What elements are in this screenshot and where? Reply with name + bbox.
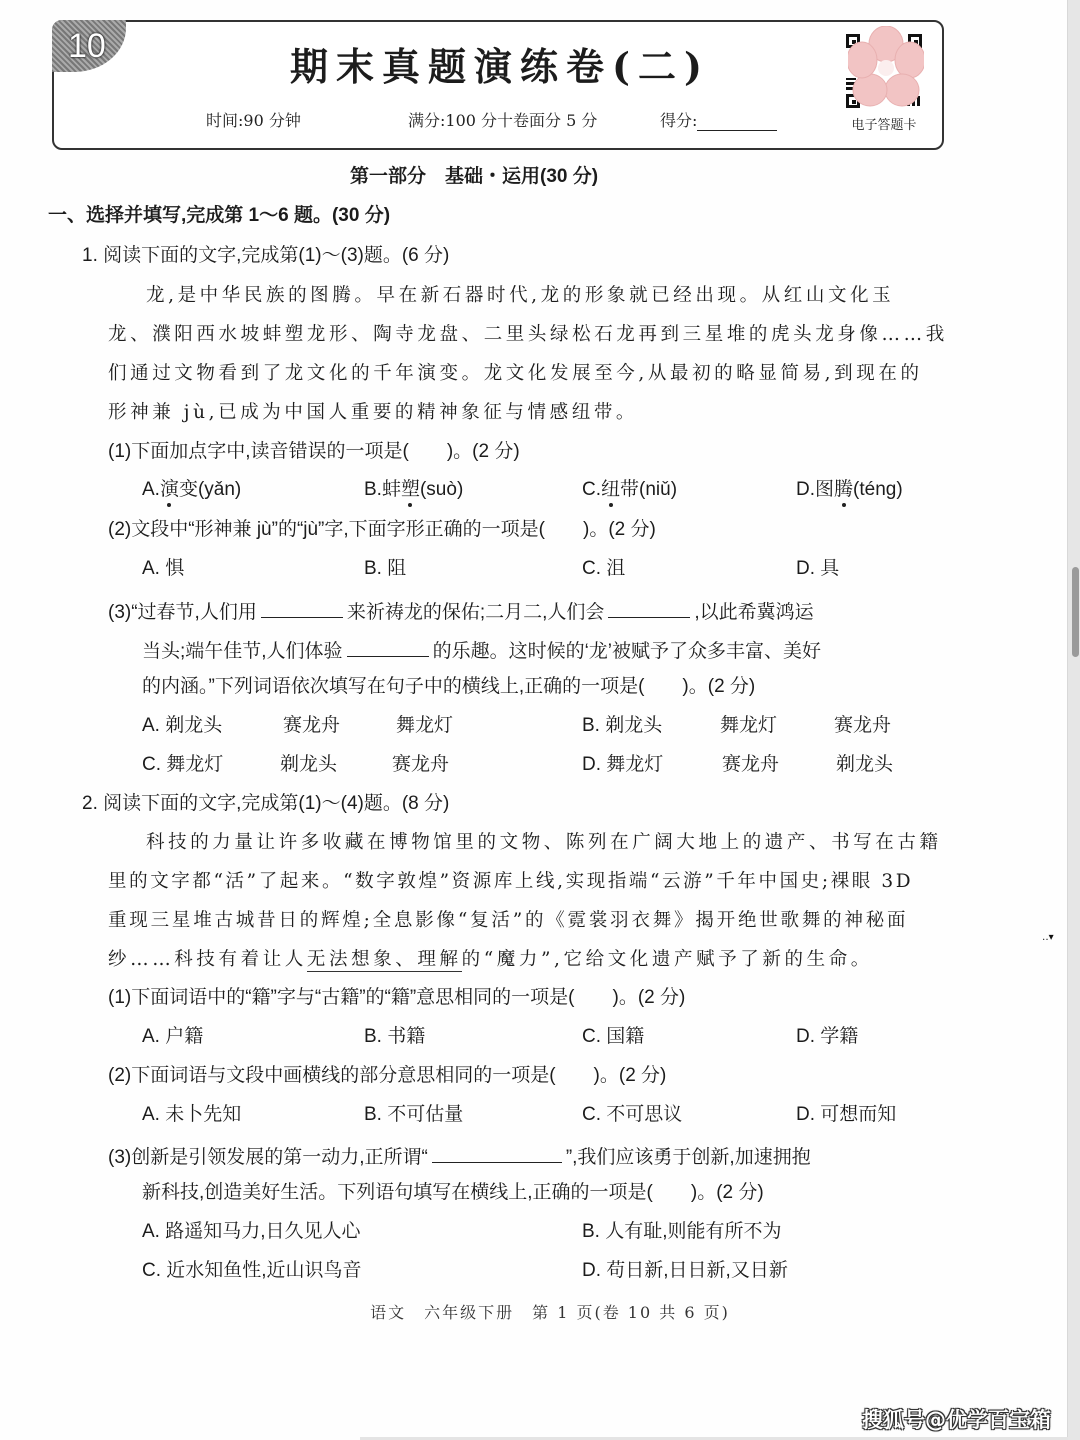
q1-sub2-option-a[interactable]: A. 惧 [142, 558, 185, 579]
q1-sub1-prompt: (1)下面加点字中,读音错误的一项是( )。(2 分) [108, 441, 520, 462]
section-heading: 一、选择并填写,完成第 1～6 题。(30 分) [48, 205, 391, 226]
q2-passage-line: 科技的力量让许多收藏在博物馆里的文物、陈列在广阔大地上的遗产、书写在古籍 [146, 832, 942, 853]
q1-sub3-line: 的内涵。”下列词语依次填写在句子中的横线上,正确的一项是( )。(2 分) [142, 676, 756, 697]
q2-sub3-option-a[interactable]: A. 路遥知马力,日久见人心 [142, 1221, 361, 1242]
exam-page: 10 期末真题演练卷(二) 时间:90 分钟 满分:100 分十卷面分 5 分 得分: 电子答题卡 第一部分 基础・运用(30 分) 一、选择并填写,完成第 1～6 题。(30 分) 1. 阅读下面的文字,完成第(1)～(3)题。(6 分) 龙,是中华民族的图腾。早在新石器时代,龙的形象就已经出现。从红山文化玉 龙、濮阳西水坡蚌塑龙形、陶寺龙盘、二里头绿松石龙再到三星堆的虎头龙身像……我 们通过文物看到了龙文化的千年演变。龙文化发展至今,从最初的略显简易,到现在的 形神兼 jù,已成为中国人重要的精神象征与情感纽带。 (1)下面加点字中,读音错误的一项是( )。(2 分) A.演变(yǎn) B.蚌塑(suò) C.纽带(niǔ) D.图腾(téng) (2)文段中“形神兼 jù”的“jù”字,下面字形正确的一项是( )。(2 分) A. 惧 B. 阻 C. 沮 D. 具 (3)“过春节,人们用 来祈祷龙的保佑;二月二,人们会 ,以此希冀鸿运 当头;端午佳节,人们体验 的乐趣。这时候的‘龙’被赋予了众多丰富、美好 的内涵。”下列词语依次填写在句子中的横线上,正确的一项是( )。(2 分) A. 剃龙头 赛龙舟 舞龙灯 B. 剃龙头 舞龙灯 赛龙舟 C. 舞龙灯 剃龙头 赛龙舟 D. 舞龙灯 赛龙舟 剃龙头 2. 阅读下面的文字,完成第(1)～(4)题。(8 分) 科技的力量让许多收藏在博物馆里的文物、陈列在广阔大地上的遗产、书写在古籍 里的文字都“活”了起来。“数字敦煌”资源库上线,实现指端“云游”千年中国史;裸眼 3D 重现三星堆古城昔日的辉煌;全息影像“复活”的《霓裳羽衣舞》揭开绝世歌舞的神秘面 纱……科技有着让人无法想象、理解的“魔力”,它给文化遗产赋予了新的生命。 (1)下面词语中的“籍”字与“古籍”的“籍”意思相同的一项是( )。(2 分) A. 户籍 B. 书籍 C. 国籍 D. 学籍 (2)下面词语与文段中画横线的部分意思相同的一项是( )。(2 分) A. 未卜先知 B. 不可估量 C. 不可思议 D. 可想而知 (3)创新是引领发展的第一动力,正所谓“ ”,我们应该勇于创新,加速拥抱 新科技,创造美好生活。下列语句填写在横线上,正确的一项是( )。(2 分) A. 路遥知马力,日久见人心 B. 人有耻,则能有所不为 C. 近水知鱼性,近山识鸟音 D. 苟日新,日日新,又日新 语文 六年级下册 第 1 页(卷 10 共 6 页) ‥▾ [0, 0, 1068, 1440]
q2-sub2-option-a[interactable]: A. 未卜先知 [142, 1104, 242, 1125]
q2-sub2-option-c[interactable]: C. 不可思议 [582, 1104, 683, 1125]
q1-sub1-option-d[interactable]: D.图腾(téng) [796, 479, 903, 500]
score-label: 得分: [660, 111, 698, 130]
flower-sticker-icon [848, 26, 924, 108]
q1-sub3-line: 当头;端午佳节,人们体验 的乐趣。这时候的‘龙’被赋予了众多丰富、美好 [142, 636, 821, 664]
paper-number-badge: 10 [52, 20, 126, 72]
part-heading: 第一部分 基础・运用(30 分) [350, 166, 599, 187]
q1-passage-line: 龙,是中华民族的图腾。早在新石器时代,龙的形象就已经出现。从红山文化玉 [146, 285, 895, 306]
q1-sub1-option-c[interactable]: C.纽带(niǔ) [582, 479, 678, 500]
q1-sub2-prompt: (2)文段中“形神兼 jù”的“jù”字,下面字形正确的一项是( )。(2 分) [108, 519, 656, 540]
score-blank [697, 116, 777, 131]
fill-blank[interactable] [432, 1142, 562, 1163]
q1-sub2-option-c[interactable]: C. 沮 [582, 558, 626, 579]
q2-sub1-prompt: (1)下面词语中的“籍”字与“古籍”的“籍”意思相同的一项是( )。(2 分) [108, 987, 686, 1008]
exam-time: 时间:90 分钟 [206, 111, 301, 130]
q2-passage-line: 里的文字都“活”了起来。“数字敦煌”资源库上线,实现指端“云游”千年中国史;裸眼 3D [108, 871, 914, 892]
q2-sub2-option-d[interactable]: D. 可想而知 [796, 1104, 897, 1125]
q1-passage-line: 们通过文物看到了龙文化的千年演变。龙文化发展至今,从最初的略显简易,到现在的 [108, 363, 923, 384]
q1-sub1-option-b[interactable]: B.蚌塑(suò) [364, 479, 464, 500]
q2-sub1-option-c[interactable]: C. 国籍 [582, 1026, 645, 1047]
scan-mark: ‥▾ [1042, 932, 1054, 943]
q2-sub3-option-c[interactable]: C. 近水知鱼性,近山识鸟音 [142, 1260, 362, 1281]
q1-passage-line: 龙、濮阳西水坡蚌塑龙形、陶寺龙盘、二里头绿松石龙再到三星堆的虎头龙身像……我 [108, 324, 948, 345]
q1-sub2-option-d[interactable]: D. 具 [796, 558, 840, 579]
page-title: 期末真题演练卷(二) [290, 44, 710, 89]
q2-sub2-prompt: (2)下面词语与文段中画横线的部分意思相同的一项是( )。(2 分) [108, 1065, 667, 1086]
fill-blank[interactable] [261, 597, 343, 618]
q1-prompt: 1. 阅读下面的文字,完成第(1)～(3)题。(6 分) [82, 245, 450, 266]
q2-prompt: 2. 阅读下面的文字,完成第(1)～(4)题。(8 分) [82, 793, 450, 814]
watermark: 搜狐号@优学百宝箱 [862, 1408, 1051, 1432]
q2-sub1-option-b[interactable]: B. 书籍 [364, 1026, 426, 1047]
q2-passage-line: 纱……科技有着让人无法想象、理解的“魔力”,它给文化遗产赋予了新的生命。 [108, 949, 873, 970]
q1-sub1-option-a[interactable]: A.演变(yǎn) [142, 479, 242, 500]
fill-blank[interactable] [347, 636, 429, 657]
q2-sub3-line: (3)创新是引领发展的第一动力,正所谓“ ”,我们应该勇于创新,加速拥抱 [108, 1142, 811, 1170]
underlined-phrase: 无法想象、理解 [306, 949, 462, 970]
scrollbar-thumb[interactable] [1072, 567, 1079, 657]
q1-sub2-option-b[interactable]: B. 阻 [364, 558, 407, 579]
q2-passage-line: 重现三星堆古城昔日的辉煌;全息影像“复活”的《霓裳羽衣舞》揭开绝世歌舞的神秘面 [108, 910, 909, 931]
score-field [660, 108, 777, 131]
q1-sub3-line: (3)“过春节,人们用 来祈祷龙的保佑;二月二,人们会 ,以此希冀鸿运 [108, 597, 814, 625]
q1-passage-line: 形神兼 jù,已成为中国人重要的精神象征与情感纽带。 [108, 402, 639, 423]
q2-sub1-option-d[interactable]: D. 学籍 [796, 1026, 859, 1047]
q2-sub3-option-d[interactable]: D. 苟日新,日日新,又日新 [582, 1260, 788, 1281]
fill-blank[interactable] [608, 597, 690, 618]
full-score: 满分:100 分十卷面分 5 分 [408, 111, 598, 130]
scrollbar-track[interactable] [1067, 0, 1080, 1440]
qr-caption: 电子答题卡 [851, 117, 917, 132]
q2-sub1-option-a[interactable]: A. 户籍 [142, 1026, 204, 1047]
q2-sub3-line: 新科技,创造美好生活。下列语句填写在横线上,正确的一项是( )。(2 分) [142, 1182, 764, 1203]
q2-sub3-option-b[interactable]: B. 人有耻,则能有所不为 [582, 1221, 782, 1242]
page-footer: 语文 六年级下册 第 1 页(卷 10 共 6 页) [370, 1303, 730, 1322]
q2-sub2-option-b[interactable]: B. 不可估量 [364, 1104, 464, 1125]
